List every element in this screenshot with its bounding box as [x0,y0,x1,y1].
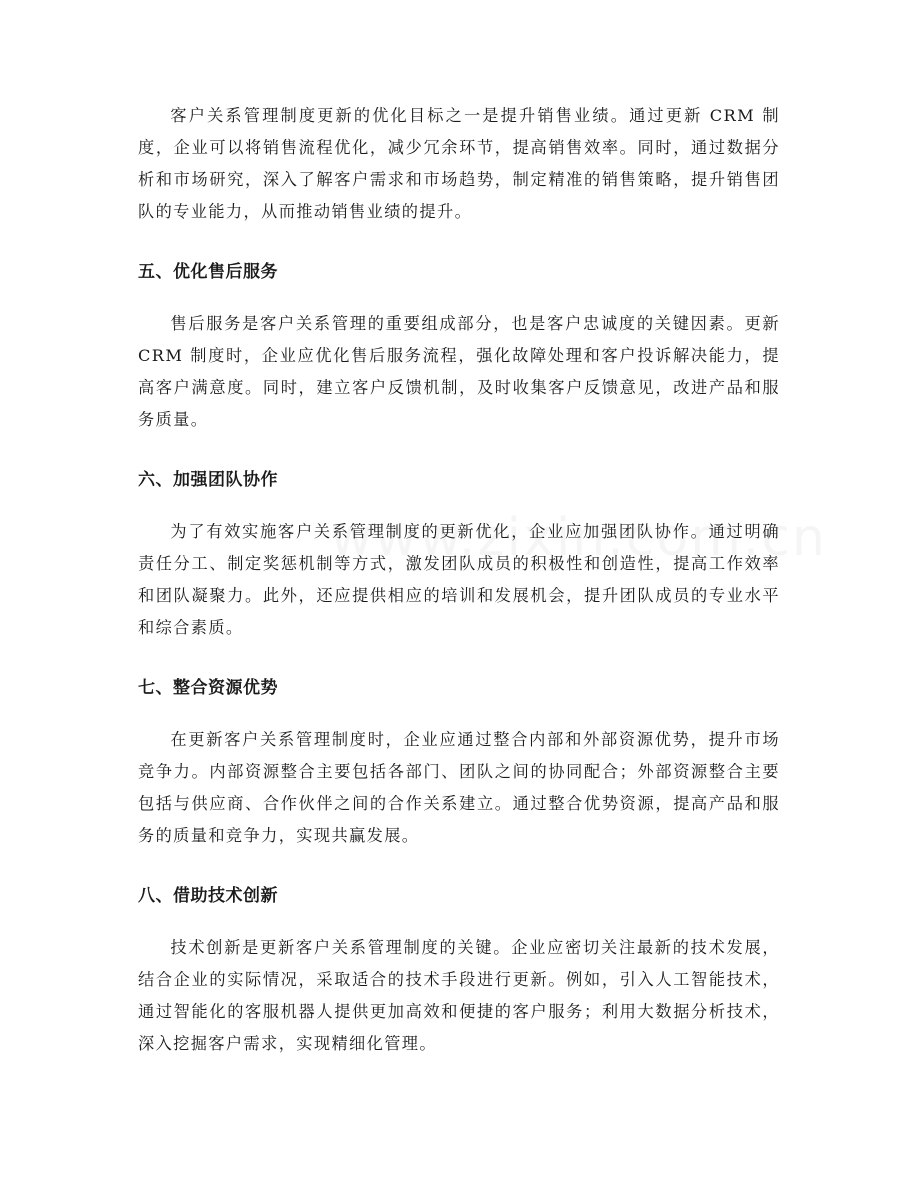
document-page [138,100,780,1088]
section-heading-5: 五、优化售后服务 [138,262,278,282]
section-heading-6: 六、加强团队协作 [138,470,278,490]
section-paragraph-5: 售后服务是客户关系管理的重要组成部分，也是客户忠诚度的关键因素。更新 CRM 制度时，企业应优化售后服务流程，强化故障处理和客户投诉解决能力，提高客户满意度。同时，建立客户反馈机制，及时收集客户反馈意见，改进产品和服务质量。 [138,314,780,429]
section-paragraph-8: 技术创新是更新客户关系管理制度的关键。企业应密切关注最新的技术发展，结合企业的实际情况，采取适合的技术手段进行更新。例如，引入人工智能技术，通过智能化的客服机器人提供更加高效和便捷的客户服务；利用大数据分析技术，深入挖掘客户需求，实现精细化管理。 [138,938,780,1053]
intro-paragraph: 客户关系管理制度更新的优化目标之一是提升销售业绩。通过更新 CRM 制度，企业可以将销售流程优化，减少冗余环节，提高销售效率。同时，通过数据分析和市场研究，深入了解客户需求和市场趋势，制定精准的销售策略，提升销售团队的专业能力，从而推动销售业绩的提升。 [138,106,780,221]
section-paragraph-6: 为了有效实施客户关系管理制度的更新优化，企业应加强团队协作。通过明确责任分工、制定奖惩机制等方式，激发团队成员的积极性和创造性，提高工作效率和团队凝聚力。此外，还应提供相应的培训和发展机会，提升团队成员的专业水平和综合素质。 [138,522,780,637]
section-paragraph-7: 在更新客户关系管理制度时，企业应通过整合内部和外部资源优势，提升市场竞争力。内部资源整合主要包括各部门、团队之间的协同配合；外部资源整合主要包括与供应商、合作伙伴之间的合作关系建立。通过整合优势资源，提高产品和服务的质量和竞争力，实现共赢发展。 [138,730,780,845]
section-heading-8: 八、借助技术创新 [138,886,278,906]
section-heading-7: 七、整合资源优势 [138,678,278,698]
